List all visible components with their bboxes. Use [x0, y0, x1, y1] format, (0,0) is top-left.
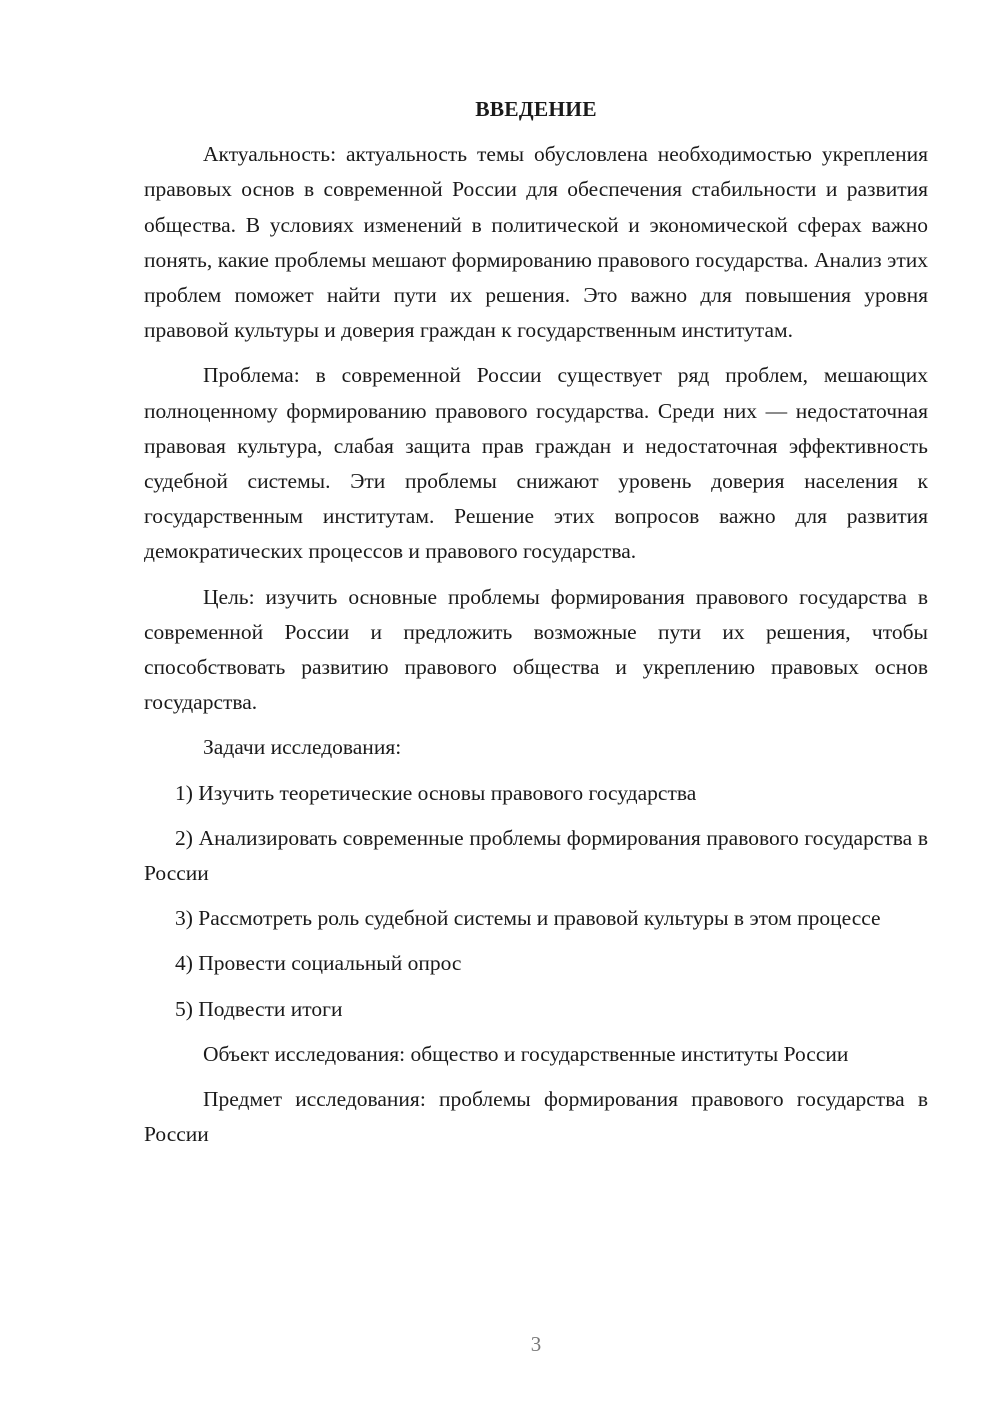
paragraph-subject: Предмет исследования: проблемы формирования правового государства в России — [144, 1087, 928, 1147]
paragraph-problem: Проблема: в современной России существует ряд проблем, мешающих полноценному формированию правового государства. Среди них — недостаточная правовая культура, слабая защита прав граждан и недостаточная эффективность судебной системы. Эти проблемы снижают уровень доверия населения к государственным институтам. Решение этих вопросов важно для развития демократических процессов и правового государства. — [144, 363, 928, 564]
task-item-5: 5) Подвести итоги — [175, 996, 343, 1021]
task-item-4: 4) Провести социальный опрос — [175, 951, 462, 976]
paragraph-goal: Цель: изучить основные проблемы формирования правового государства в современной России и предложить возможные пути их решения, чтобы способствовать развитию правового общества и укреплению правовых основ государства. — [144, 584, 928, 715]
page-content — [144, 92, 928, 1162]
tasks-heading: Задачи исследования: — [203, 735, 402, 760]
task-item-2: 2) Анализировать современные проблемы формирования правового государства в России — [144, 825, 928, 886]
task-item-3: 3) Рассмотреть роль судебной системы и правовой культуры в этом процессе — [175, 906, 881, 931]
section-title: ВВЕДЕНИЕ — [475, 97, 597, 121]
paragraph-object: Объект исследования: общество и государственные институты России — [203, 1041, 849, 1066]
paragraph-relevance: Актуальность: актуальность темы обусловлена необходимостью укрепления правовых основ в современной России для обеспечения стабильности и развития общества. В условиях изменений в политической и экономической сферах важно понять, какие проблемы мешают формированию правового государства. Анализ этих проблем поможет найти пути их решения. Это важно для повышения уровня правовой культуры и доверия граждан к государственным институтам. — [144, 142, 928, 343]
task-item-1: 1) Изучить теоретические основы правового государства — [175, 780, 697, 805]
page-number: 3 — [530, 1332, 542, 1356]
